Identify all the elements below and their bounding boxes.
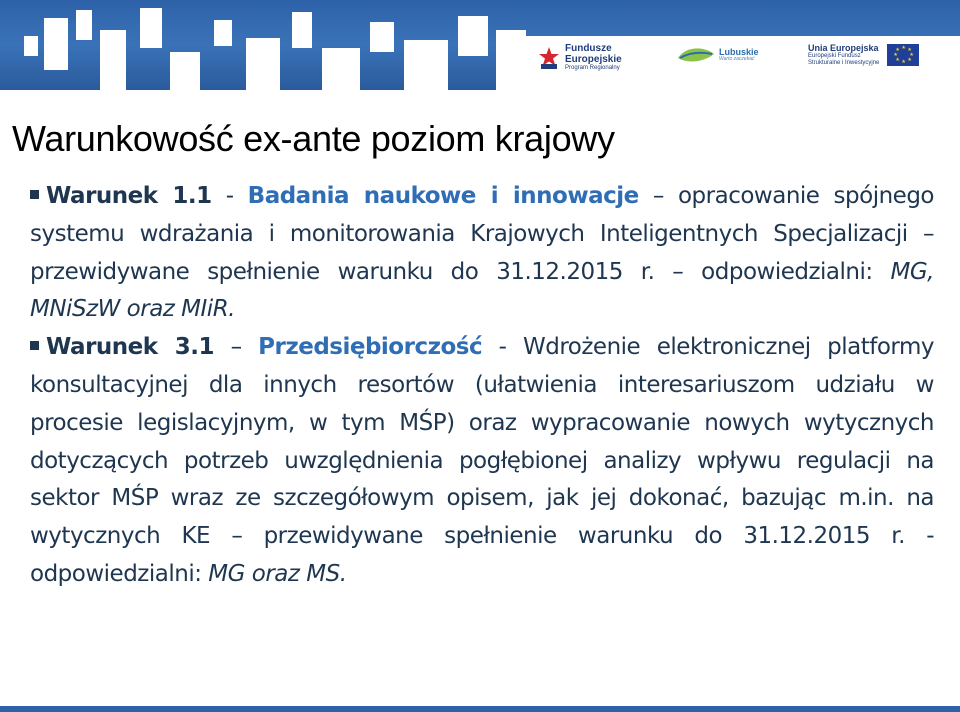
- lubuskie-leaf-icon: [676, 44, 716, 66]
- decor-block: [322, 48, 360, 90]
- bullet-square-icon: [30, 341, 39, 350]
- fe-line3: Program Regionalny: [565, 65, 620, 71]
- slide-body: [30, 178, 934, 594]
- condition-2-paragraph: [30, 329, 934, 594]
- decor-block: [246, 38, 280, 90]
- condition-2-responsible: MG oraz MS.: [208, 560, 347, 587]
- fundusze-europejskie-logo: [538, 44, 622, 71]
- condition-1-separator: -: [211, 183, 248, 209]
- fe-line2: Europejskie: [565, 53, 622, 65]
- decor-block: [170, 52, 200, 90]
- lubuskie-title: Lubuskie: [719, 46, 759, 57]
- condition-2-label: Warunek 3.1: [46, 334, 215, 361]
- fe-line1: Fundusze: [565, 43, 612, 54]
- ue-line3: Strukturalne i Inwestycyjne: [808, 59, 880, 66]
- decor-block: [370, 22, 394, 52]
- ue-title: Unia Europejska: [808, 43, 879, 53]
- decor-block: [292, 12, 312, 48]
- decor-block: [404, 40, 448, 90]
- decor-block: [100, 30, 126, 90]
- slide-title: Warunkowość ex-ante poziom krajowy: [12, 118, 615, 159]
- bottom-rule: [0, 706, 960, 712]
- decor-block: [24, 36, 38, 56]
- condition-1-text: – opracowanie spójnego systemu wdrażania i monitorowania Krajowych Inteligentnych Specjalizacji – przewidywane spełnienie warunku do 31.12.2015 r. – odpowiedzialni:: [30, 183, 934, 285]
- condition-1-topic: Badania naukowe i innowacje: [247, 183, 639, 209]
- decor-block: [140, 8, 162, 48]
- condition-1-responsible: MG, MNiSzW oraz MIiR.: [30, 258, 934, 323]
- eu-flag-icon: ★ ★ ★ ★ ★ ★ ★ ★: [887, 44, 919, 66]
- decor-block: [458, 16, 488, 56]
- bullet-square-icon: [30, 190, 39, 199]
- fe-star-icon: [538, 46, 560, 70]
- unia-europejska-logo: [808, 44, 919, 66]
- condition-1-label: Warunek 1.1: [46, 183, 212, 209]
- condition-2-topic: Przedsiębiorczość: [258, 334, 483, 361]
- decor-block: [44, 18, 68, 70]
- condition-1-paragraph: [30, 178, 934, 329]
- lubuskie-logo: [676, 44, 759, 66]
- decor-block: [214, 20, 232, 46]
- lubuskie-subtitle: Warto zaczekać: [719, 56, 755, 63]
- ue-line2: Europejski Fundusz: [808, 53, 861, 60]
- decor-block: [76, 10, 92, 40]
- condition-2-separator: –: [214, 334, 259, 361]
- condition-2-text: - Wdrożenie elektronicznej platformy konsultacyjnej dla innych resortów (ułatwienia interesariuszom udziału w procesie legislacyjnym, w tym MŚP) oraz wypracowanie nowych wytycznych dotyczących potrzeb uwzględnienia pogłębionej analizy wpływu regulacji na sektor MŚP wraz ze szczegółowym opisem, jak jej dokonać, bazując m.in. na wytycznych KE – przewidywane spełnienie warunku do 31.12.2015 r. - odpowiedzialni:: [30, 334, 934, 587]
